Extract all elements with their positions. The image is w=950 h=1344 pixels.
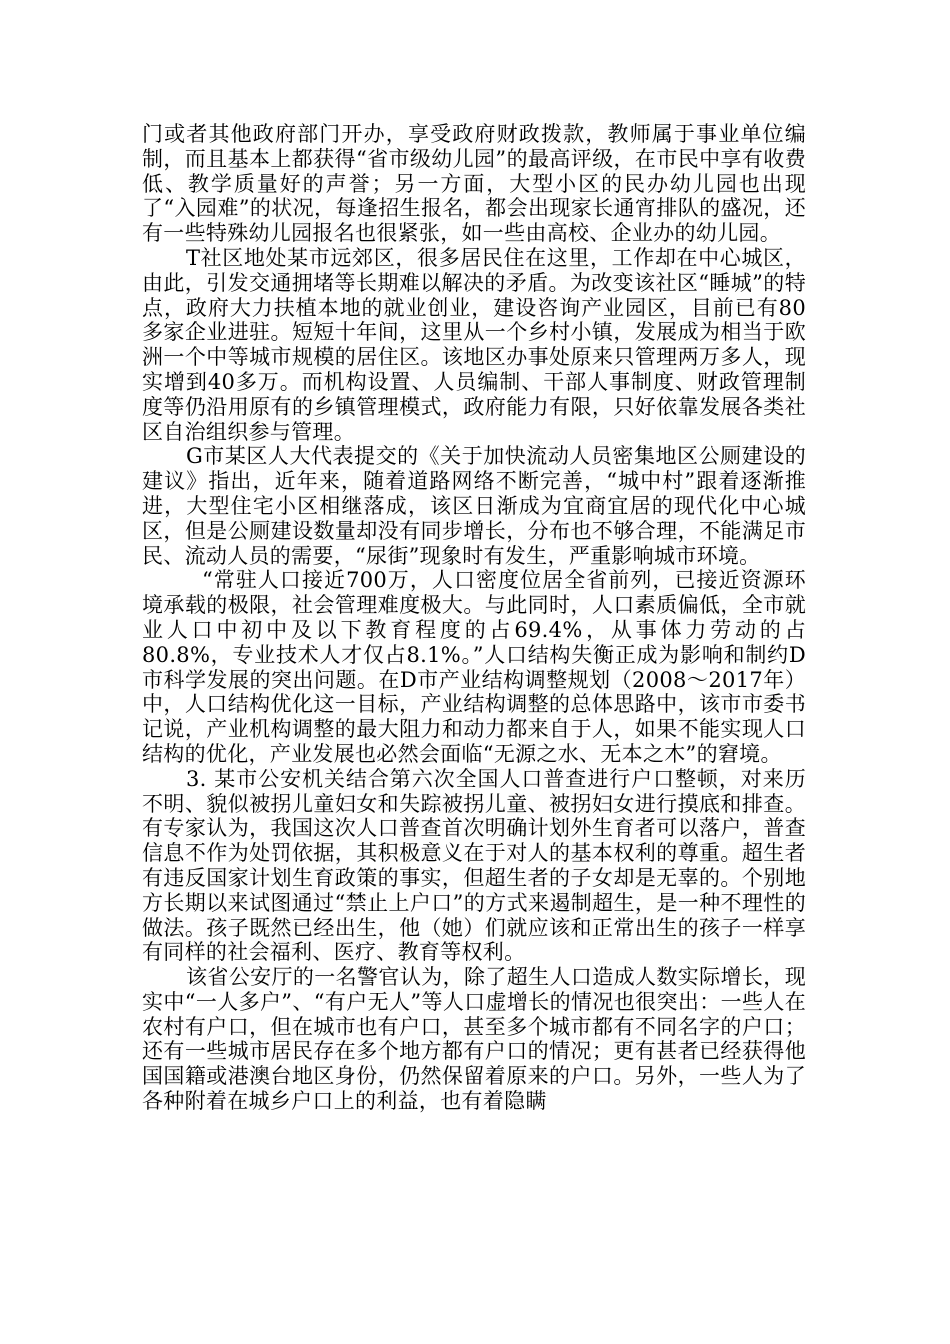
paragraph-kindergarten: 门或者其他政府部门开办，享受政府财政拨款，教师属于事业单位编制，而且基本上都获得“省市级幼儿园”的最高评级，在市民中享有收费低、教学质量好的声誉；另一方面，大型小区的民办幼儿园也出现了“入园难”的状况，每逢招生报名，都会出现家长通宵排队的盛况，还有一些特殊幼儿园报名也很紧张，如一些由高校、企业办的幼儿园。	[142, 122, 806, 246]
paragraph-t-community: T社区地处某市远郊区，很多居民住在这里，工作却在中心城区，由此，引发交通拥堵等长期难以解决的矛盾。为改变该社区“睡城”的特点，政府大力扶植本地的就业创业，建设咨询产业园区，目前已有80多家企业进驻。短短十年间，这里从一个乡村小镇，发展成为相当于欧洲一个中等城市规模的居住区。该地区办事处原来只管理两万多人，现实增到40多万。而机构设置、人员编制、干部人事制度、财政管理制度等仍沿用原有的乡镇管理模式，政府能力有限，只好依靠发展各类社区自治组织参与管理。	[142, 245, 806, 444]
paragraph-d-city-population: “常驻人口接近700万，人口密度位居全省前列，已接近资源环境承载的极限，社会管理难度极大。与此同时，人口素质偏低，全市就业人口中初中及以下教育程度的占69.4%，从事体力劳动的占80.8%，专业技术人才仅占8.1%。”人口结构失衡正成为影响和制约D市科学发展的突出问题。在D市产业结构调整规划（2008～2017年）中，人口结构优化这一目标，产业结构调整的总体思路中，该市市委书记说，产业机构调整的最大阻力和动力都来自于人，如果不能实现人口结构的优化，产业发展也必然会面临“无源之水、无本之木”的窘境。	[142, 568, 806, 766]
document-page	[142, 122, 806, 1114]
paragraph-g-city-toilets: G市某区人大代表提交的《关于加快流动人员密集地区公厕建设的建议》指出，近年来，随着道路网络不断完善，“城中村”跟着逐渐推进，大型住宅小区相继落成，该区日渐成为宜商宜居的现代化中心城区，但是公厕建设数量却没有同步增长，分布也不够合理，不能满足市民、流动人员的需要，“尿街”现象时有发生，严重影响城市环境。	[142, 444, 806, 568]
paragraph-item-3-census: 3. 某市公安机关结合第六次全国人口普查进行户口整顿，对来历不明、貌似被拐儿童妇女和失踪被拐儿童、被拐妇女进行摸底和排查。有专家认为，我国这次人口普查首次明确计划外生育者可以落户，普查信息不作为处罚依据，其积极意义在于对人的基本权利的尊重。超生者有违反国家计划生育政策的事实，但超生者的子女却是无辜的。个别地方长期以来试图通过“禁止上户口”的方式来遏制超生，是一种不理性的做法。孩子既然已经出生，他（她）们就应该和正常出生的孩子一样享有同样的社会福利、医疗、教育等权利。	[142, 766, 806, 965]
paragraph-police-officer: 该省公安厅的一名警官认为，除了超生人口造成人数实际增长，现实中“一人多户”、“有户无人”等人口虚增长的情况也很突出：一些人在农村有户口，但在城市也有户口，甚至多个城市都有不同名字的户口；还有一些城市居民存在多个地方都有户口的情况；更有甚者已经获得他国国籍或港澳台地区身份，仍然保留着原来的户口。另外，一些人为了各种附着在城乡户口上的利益，也有着隐瞒	[142, 965, 806, 1114]
